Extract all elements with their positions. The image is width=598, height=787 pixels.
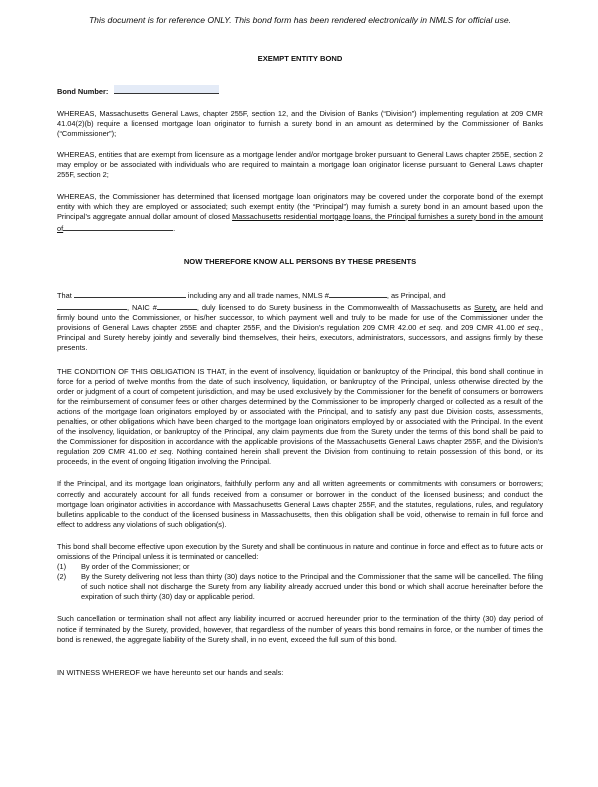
that-naic: , NAIC # — [127, 303, 157, 313]
that-surety-word: Surety, — [474, 303, 497, 313]
whereas-paragraph-3 — [57, 192, 543, 234]
that-word: That — [57, 290, 72, 300]
bond-number-label: Bond Number: — [57, 87, 109, 96]
that-paragraph — [57, 289, 543, 354]
list-item — [57, 562, 543, 572]
termination-list — [57, 562, 543, 602]
list-item-number: (1) — [57, 562, 67, 572]
bond-amount-input[interactable] — [63, 222, 176, 233]
surety-name-input[interactable] — [57, 301, 127, 310]
condition-text-1: THE CONDITION OF THIS OBLIGATION IS THAT, in the event of insolvency, liquidation or bankruptcy of the Principal, this bond shall continue in force for a period of twelve months from the date of such insolvency, liquidation, or bankruptcy of the Principal, unless otherwise directed by the order or judgment of a court of competent jurisdiction, and may be used exclusively by the Commissioner for the benefit of consumers or borrowers for the reimbursement of consumer fees or other charges determined by the Commissioner to be improperly charged or collected as a result of the actions of the mortgage loan originators employed by or associated with the Principal, and to satisfy any past due Division costs, assessments, penalties, or other obligations which have been charged to the mortgage loan originators employed by or associated with the Principal. In the event of the insolvency, liquidation, or bankruptcy of the Principal, any claim payments due from the Surety under the terms of this bond shall be paid to the Commissioner for disposition in accordance with the applicable provisions of the Massachusetts General Laws chapter 255F, and the Division’s regulation 209 CMR 41.00 — [57, 366, 543, 457]
list-item-text: By order of the Commissioner; or — [81, 562, 190, 572]
effective-paragraph: This bond shall become effective upon execution by the Surety and shall be continuous in nature and continue in force and effect as to future acts or omissions of the Principal unless it is terminated or cancelled: — [57, 541, 543, 561]
that-et-seq-1: et seq — [419, 323, 441, 333]
whereas-3-text: WHEREAS, the Commissioner has determined that licensed mortgage loan originators may be covered under the corporate bond of the exempt entity with which they are employed or associated; such exempt entity (the “Principal”) may furnish a surety bond in an amount based upon the Principal’s aggregate annual dollar amount of closed — [57, 191, 543, 221]
condition-et-seq: et seq — [150, 447, 172, 457]
that-text-6: , Principal and Surety hereby jointly and severally bind themselves, their heirs, executors, administrators, successors, and assigns firmly by these presents. — [57, 323, 544, 353]
document-title: EXEMPT ENTITY BOND — [257, 54, 343, 63]
principal-name-input[interactable] — [74, 289, 186, 298]
whereas-paragraph-1: WHEREAS, Massachusetts General Laws, chapter 255F, section 12, and the Division of Banks (“Division”) implementing regulation at 209 CMR 41.04(2)(b) require a licensed mortgage loan originator to furnish a surety bond in an amount as determined by the Commissioner of Banks (“Commissioner”); — [57, 109, 543, 139]
condition-paragraph — [57, 367, 543, 468]
naic-number-input[interactable] — [157, 301, 197, 310]
whereas-3-underlined-text: Massachusetts residential mortgage loans, the Principal furnishes a surety bond in the amount of — [57, 211, 543, 233]
that-text-3: , duly licensed to do Surety business in the Commonwealth of Massachusetts as — [196, 303, 475, 313]
witness-line: IN WITNESS WHEREOF we have hereunto set our hands and seals: — [57, 667, 284, 677]
that-text-5: . and 209 CMR 41.00 — [440, 323, 518, 333]
whereas-3-end: . — [173, 223, 176, 233]
cancellation-paragraph: Such cancellation or termination shall not affect any liability incurred or accrued hereunder prior to the termination of the thirty (30) day period of notice if terminated by the Surety, provided, however, that regardless of the number of years this bond remains in force, or the number of times the bond is renewed, the aggregate liability of the Surety shall, in no event, exceed the full sum of this bond. — [57, 614, 543, 644]
bond-number-row — [57, 85, 543, 96]
list-item — [57, 572, 543, 602]
condition-text-2: . Nothing contained herein shall prevent the Division from continuing to retain possession of this bond, or its proceeds, in the event of ongoing litigation involving the Principal. — [57, 447, 543, 467]
that-text-1: including any and all trade names, NMLS # — [187, 290, 329, 300]
list-item-text: By the Surety delivering not less than thirty (30) days notice to the Principal and the Commissioner that the same will be cancelled. The filing of such notice shall not discharge the Surety from any liability already accrued under this bond or which shall accrue hereinafter before the expiration of such thirty (30) day or applicable period. — [81, 572, 543, 602]
presents-heading: NOW THEREFORE KNOW ALL PERSONS BY THESE PRESENTS — [183, 256, 417, 266]
that-text-4: are held and firmly bound unto the Commissioner, or his/her successor, to which payment well and truly to be made for use of the Commissioner under the provisions of General Laws chapter 255E and chapter 255F, and the Division’s regulation 209 CMR 42.00 — [57, 303, 543, 333]
whereas-paragraph-2: WHEREAS, entities that are exempt from licensure as a mortgage lender and/or mortgage broker pursuant to General Laws chapter 255E, section 2 may employ or be associated with individuals who are required to maintain a mortgage loan originator license pursuant to General Laws chapter 255F, section 2; — [57, 150, 543, 180]
bond-number-input[interactable] — [114, 85, 219, 94]
if-principal-paragraph: If the Principal, and its mortgage loan originators, faithfully perform any and all written agreements or commitments with consumers or borrowers; correctly and accurately account for all funds received from a consumer or borrower in the conduct of the licensed business; and conduct the mortgage loan originator activities in accordance with Massachusetts General Laws chapter 255F, and the statutes, regulations, rules, and regulatory bulletins applicable to the conduct of the licensed business in Massachusetts, then this obligation shall be void, otherwise to remain in full force and effect to address any violations of such obligation(s). — [57, 479, 543, 529]
that-et-seq-2: et seq. — [517, 323, 541, 333]
reference-notice: This document is for reference ONLY. This bond form has been rendered electronically in NMLS for official use. — [88, 15, 512, 25]
that-text-2: , as Principal, and — [386, 290, 446, 300]
list-item-number: (2) — [57, 572, 67, 582]
nmls-number-input[interactable] — [329, 289, 387, 298]
